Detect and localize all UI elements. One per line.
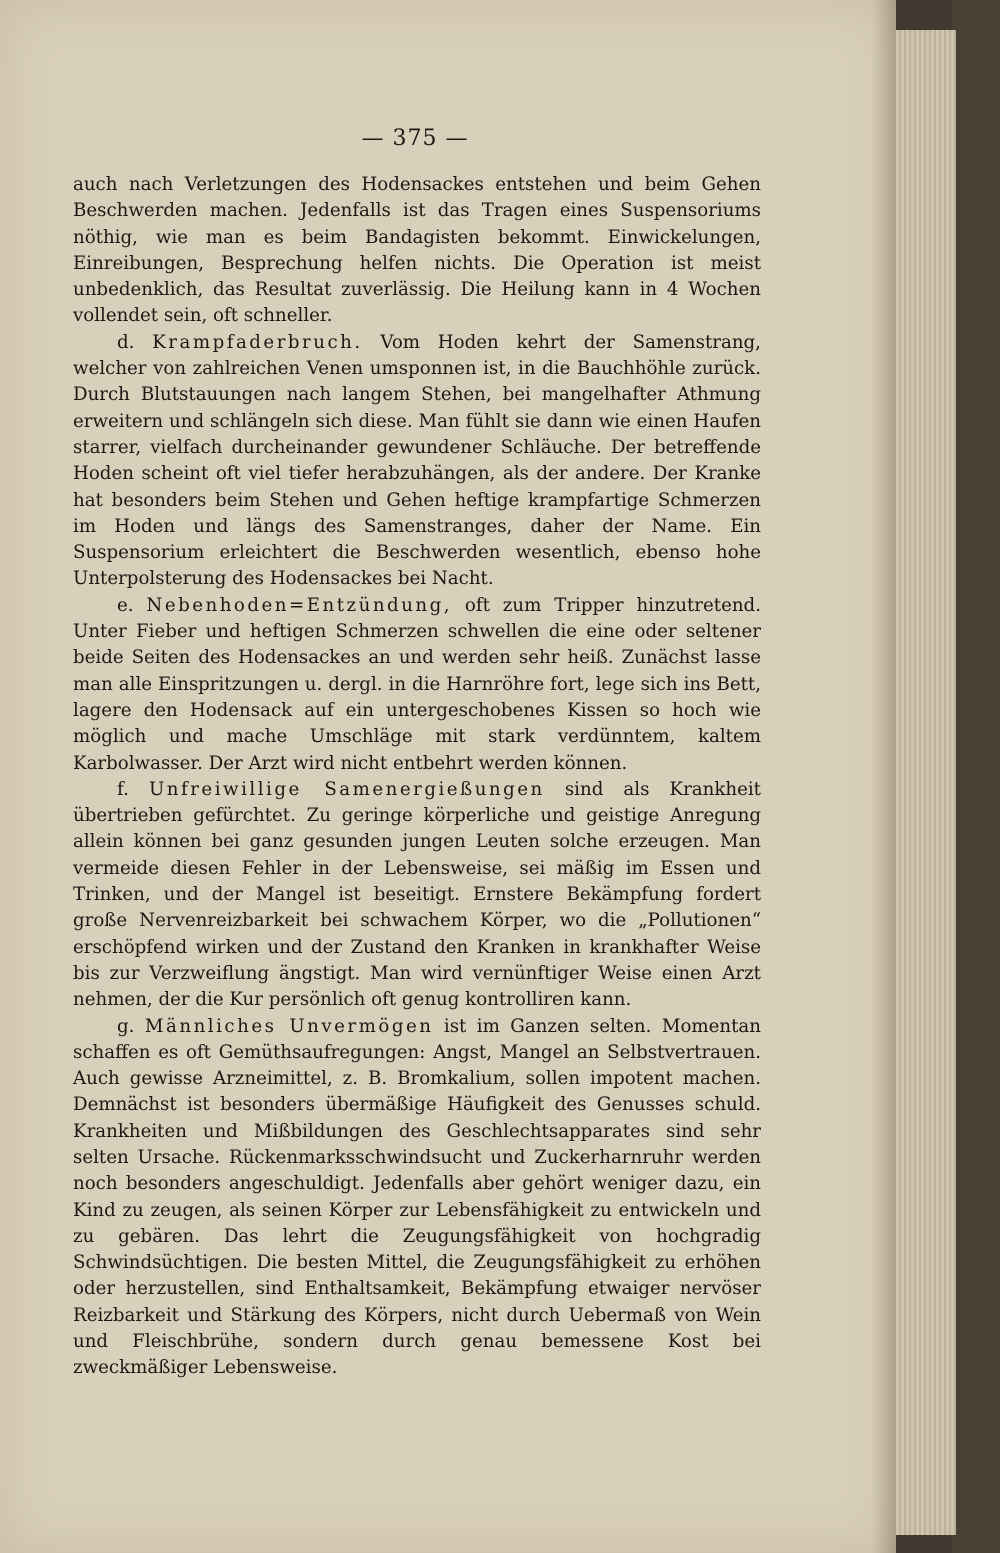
section-g bbox=[73, 1014, 761, 1382]
page-stack-edges bbox=[886, 30, 956, 1535]
book-cover-edge bbox=[952, 0, 1000, 1553]
paragraph-continuation bbox=[73, 172, 761, 330]
section-text: Vom Hoden kehrt der Samenstrang, welcher von zahlreichen Venen umsponnen ist, in die Bauchhöhle zurück. Durch Blutstauungen nach langem Stehen, bei mangelhafter Athmung erweitern und schlängeln sich diese. Man fühlt sie dann wie einen Haufen starrer, vielfach durcheinander gewundener Schläuche. Der betreffende Hoden scheint oft viel tiefer herabzuhängen, als der andere. Der Kranke hat besonders beim Stehen und Gehen heftige krampfartige Schmerzen im Hoden und längs des Samenstranges, daher der Name. Ein Suspensorium erleichtert die Beschwerden wesentlich, ebenso hohe Unterpolsterung des Hodensackes bei Nacht. bbox=[73, 331, 761, 590]
section-heading: Unfreiwillige Samenergießungen bbox=[148, 778, 545, 800]
section-d bbox=[73, 330, 761, 593]
gutter-shadow bbox=[872, 0, 896, 1553]
section-label: f. bbox=[117, 778, 129, 800]
section-text: sind als Krankheit übertrieben gefürchtet. Zu geringe körperliche und geistige Anregung allein können bei ganz gesunden jungen Leuten solche erzeugen. Man vermeide diesen Fehler in der Lebensweise, sei mäßig im Essen und Trinken, und der Mangel ist beseitigt. Ernstere Bekämpfung fordert große Nervenreizbarkeit bei schwachem Körper, wo die „Pollutionen“ erschöpfend wirken und der Zustand den Kranken in krankhafter Weise bis zur Verzweiflung ängstigt. Man wird vernünftiger Weise einen Arzt nehmen, der die Kur persönlich oft genug kontrolliren kann. bbox=[73, 778, 761, 1011]
section-heading: Männliches Unvermögen bbox=[144, 1015, 434, 1037]
section-label: g. bbox=[117, 1015, 135, 1037]
section-text: oft zum Tripper hinzutretend. Unter Fieber und heftigen Schmerzen schwellen die eine oder seltener beide Seiten des Hodensackes an und werden sehr heiß. Zunächst lasse man alle Einspritzungen u. dergl. in die Harnröhre fort, lege sich ins Bett, lagere den Hodensack auf ein untergeschobenes Kissen so hoch wie möglich und mache Umschläge mit stark verdünntem, kaltem Karbolwasser. Der Arzt wird nicht entbehrt werden können. bbox=[73, 594, 761, 774]
paragraph-text: auch nach Verletzungen des Hodensackes entstehen und beim Gehen Beschwerden machen. Jedenfalls ist das Tragen eines Suspensoriums nöthig, wie man es beim Bandagisten bekommt. Einwickelungen, Einreibungen, Besprechung helfen nichts. Die Operation ist meist unbedenklich, das Resultat zuverlässig. Die Heilung kann in 4 Wochen vollendet sein, oft schneller. bbox=[73, 174, 761, 327]
section-text: ist im Ganzen selten. Momentan schaffen es oft Gemüthsaufregungen: Angst, Mangel an Selbstvertrauen. Auch gewisse Arzneimittel, z. B. Bromkalium, sollen impotent machen. Demnächst ist besonders übermäßige Häufigkeit des Genusses schuld. Krankheiten und Mißbildungen des Geschlechtsapparates sind sehr selten Ursache. Rückenmarksschwindsucht und Zuckerharnruhr werden noch besonders angeschuldigt. Jedenfalls aber gehört weniger dazu, ein Kind zu zeugen, als seinen Körper zur Lebensfähigkeit zu entwickeln und zu gebären. Das lehrt die Zeugungsfähigkeit von hochgradig Schwindsüchtigen. Die besten Mittel, die Zeugungsfähigkeit zu erhöhen oder herzustellen, sind Enthaltsamkeit, Bekämpfung etwaiger nervöser Reizbarkeit und Stärkung des Körpers, nicht durch Uebermaß von Wein und Fleischbrühe, sondern durch genau bemessene Kost bei zweckmäßiger Lebensweise. bbox=[73, 1015, 761, 1379]
section-e bbox=[73, 593, 761, 777]
section-label: e. bbox=[117, 594, 134, 616]
page-number: — 375 — bbox=[361, 126, 469, 151]
section-heading: Nebenhoden=Entzündung, bbox=[146, 594, 453, 616]
section-label: d. bbox=[117, 331, 135, 353]
section-f bbox=[73, 777, 761, 1014]
body-text bbox=[73, 172, 761, 1382]
section-heading: Krampfaderbruch. bbox=[152, 331, 363, 353]
